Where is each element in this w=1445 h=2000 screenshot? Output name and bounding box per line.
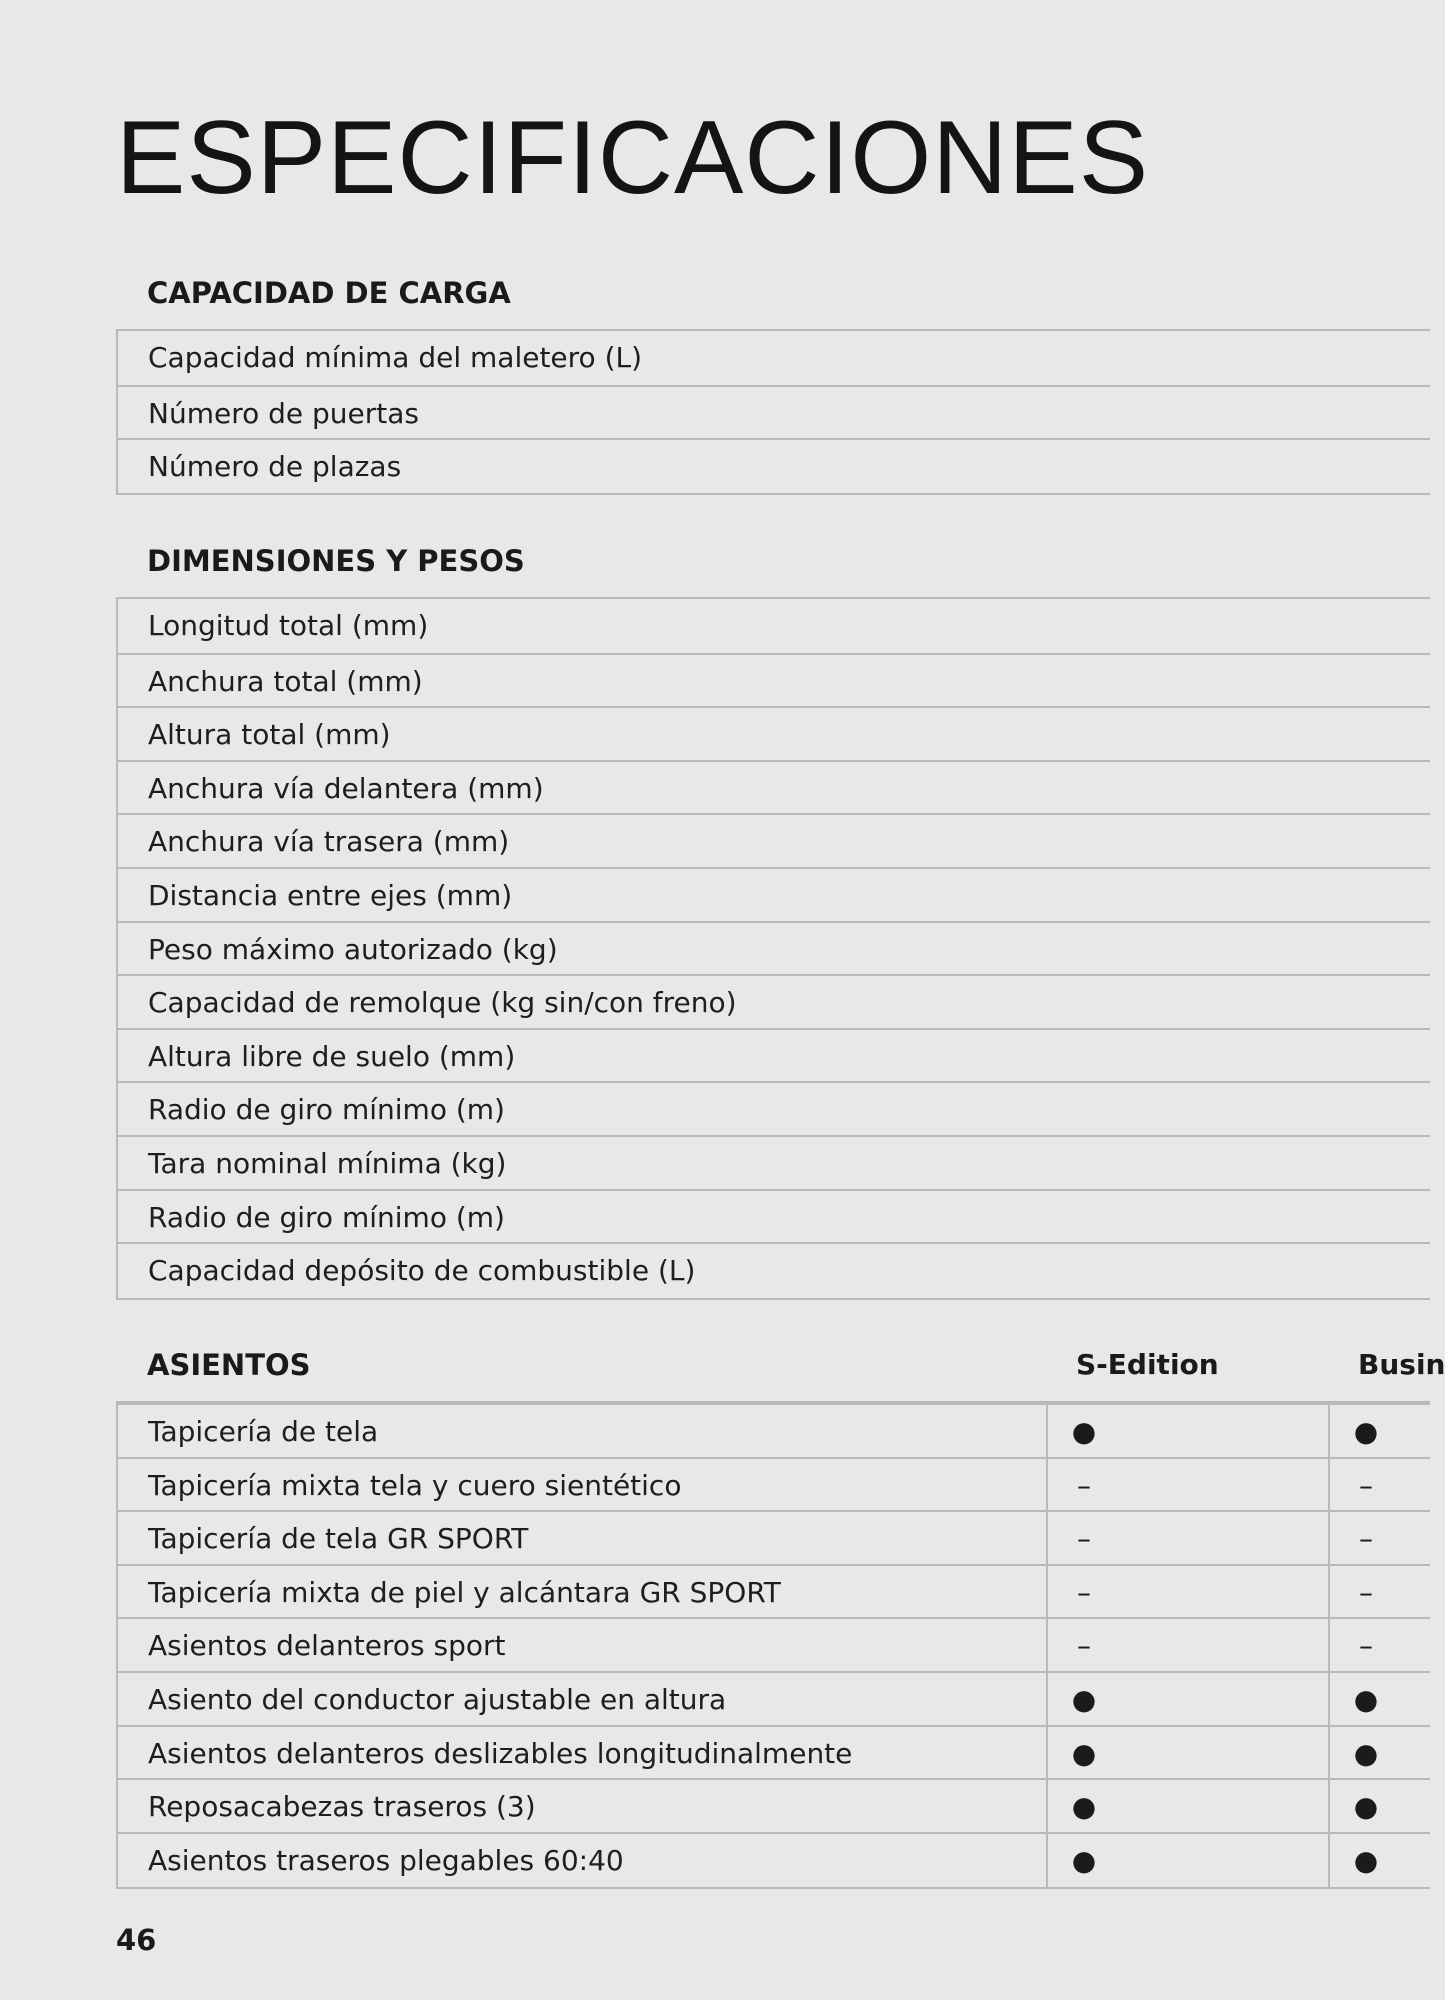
table-row — [118, 599, 1430, 653]
table-row — [118, 1081, 1430, 1135]
row-label: Capacidad mínima del maletero (L) — [148, 341, 643, 374]
row-label: Radio de giro mínimo (m) — [148, 1093, 505, 1127]
s-edition-value: ● — [1071, 1682, 1097, 1716]
business-value: ● — [1353, 1790, 1379, 1824]
business-value: ● — [1353, 1415, 1379, 1448]
business-value: ● — [1353, 1843, 1379, 1877]
table-row — [118, 974, 1430, 1028]
row-label: Tapicería mixta de piel y alcántara GR SPORT — [148, 1575, 781, 1609]
row-label: Asientos delanteros sport — [148, 1629, 506, 1663]
row-label: Número de plazas — [148, 450, 402, 484]
page-number: 46 — [116, 1923, 157, 1957]
asientos-table — [116, 1401, 1430, 1889]
section-heading-asientos: ASIENTOS — [147, 1348, 311, 1382]
row-label: Asientos traseros plegables 60:40 — [148, 1843, 624, 1877]
table-row — [118, 1617, 1430, 1671]
table-row — [118, 1510, 1430, 1564]
table-row — [118, 1725, 1430, 1779]
row-label: Altura libre de suelo (mm) — [148, 1039, 516, 1073]
table-row — [118, 1778, 1430, 1832]
row-label: Anchura vía delantera (mm) — [148, 771, 544, 805]
table-row — [118, 438, 1430, 492]
row-label: Tapicería de tela — [148, 1415, 379, 1448]
row-label: Capacidad depósito de combustible (L) — [148, 1254, 696, 1288]
column-header-business: Busin — [1358, 1348, 1445, 1381]
page-title: ESPECIFICACIONES — [116, 100, 1150, 216]
s-edition-value: ● — [1071, 1415, 1097, 1448]
business-value: – — [1359, 1575, 1373, 1609]
row-label: Número de puertas — [148, 396, 420, 430]
s-edition-value: – — [1077, 1629, 1091, 1663]
s-edition-value: – — [1077, 1468, 1091, 1502]
capacidad-table — [116, 329, 1430, 495]
row-label: Reposacabezas traseros (3) — [148, 1790, 536, 1824]
section-heading-capacidad: CAPACIDAD DE CARGA — [147, 276, 511, 310]
row-label: Asiento del conductor ajustable en altura — [148, 1682, 727, 1716]
table-row — [118, 1832, 1430, 1886]
table-row — [118, 1671, 1430, 1725]
s-edition-value: – — [1077, 1575, 1091, 1609]
table-row — [118, 385, 1430, 439]
row-label: Asientos delanteros deslizables longitudinalmente — [148, 1736, 853, 1770]
row-label: Longitud total (mm) — [148, 609, 429, 642]
s-edition-value: – — [1077, 1522, 1091, 1556]
s-edition-value: ● — [1071, 1843, 1097, 1877]
row-label: Tara nominal mínima (kg) — [148, 1146, 507, 1180]
table-row — [118, 331, 1430, 385]
row-label: Anchura vía trasera (mm) — [148, 825, 510, 859]
row-label: Peso máximo autorizado (kg) — [148, 932, 558, 966]
s-edition-value: ● — [1071, 1736, 1097, 1770]
table-row — [118, 1457, 1430, 1511]
table-row — [118, 1028, 1430, 1082]
table-row — [118, 1189, 1430, 1243]
row-label: Distancia entre ejes (mm) — [148, 878, 513, 912]
table-row — [118, 1135, 1430, 1189]
business-value: – — [1359, 1629, 1373, 1663]
dimensiones-table — [116, 597, 1430, 1300]
business-value: ● — [1353, 1736, 1379, 1770]
table-row — [118, 1564, 1430, 1618]
table-row — [118, 653, 1430, 707]
table-row — [118, 813, 1430, 867]
row-label: Radio de giro mínimo (m) — [148, 1200, 505, 1234]
business-value: – — [1359, 1468, 1373, 1502]
business-value: ● — [1353, 1682, 1379, 1716]
section-heading-dimensiones: DIMENSIONES Y PESOS — [147, 544, 525, 578]
row-label: Tapicería de tela GR SPORT — [148, 1522, 529, 1556]
row-label: Altura total (mm) — [148, 718, 391, 752]
column-header-s-edition: S-Edition — [1076, 1348, 1219, 1381]
table-row — [118, 1403, 1430, 1457]
business-value: – — [1359, 1522, 1373, 1556]
table-row — [118, 706, 1430, 760]
row-label: Tapicería mixta tela y cuero sientético — [148, 1468, 682, 1502]
table-row — [118, 1242, 1430, 1296]
row-label: Capacidad de remolque (kg sin/con freno) — [148, 986, 737, 1020]
table-row — [118, 867, 1430, 921]
table-row — [118, 760, 1430, 814]
s-edition-value: ● — [1071, 1790, 1097, 1824]
table-row — [118, 921, 1430, 975]
row-label: Anchura total (mm) — [148, 664, 423, 698]
